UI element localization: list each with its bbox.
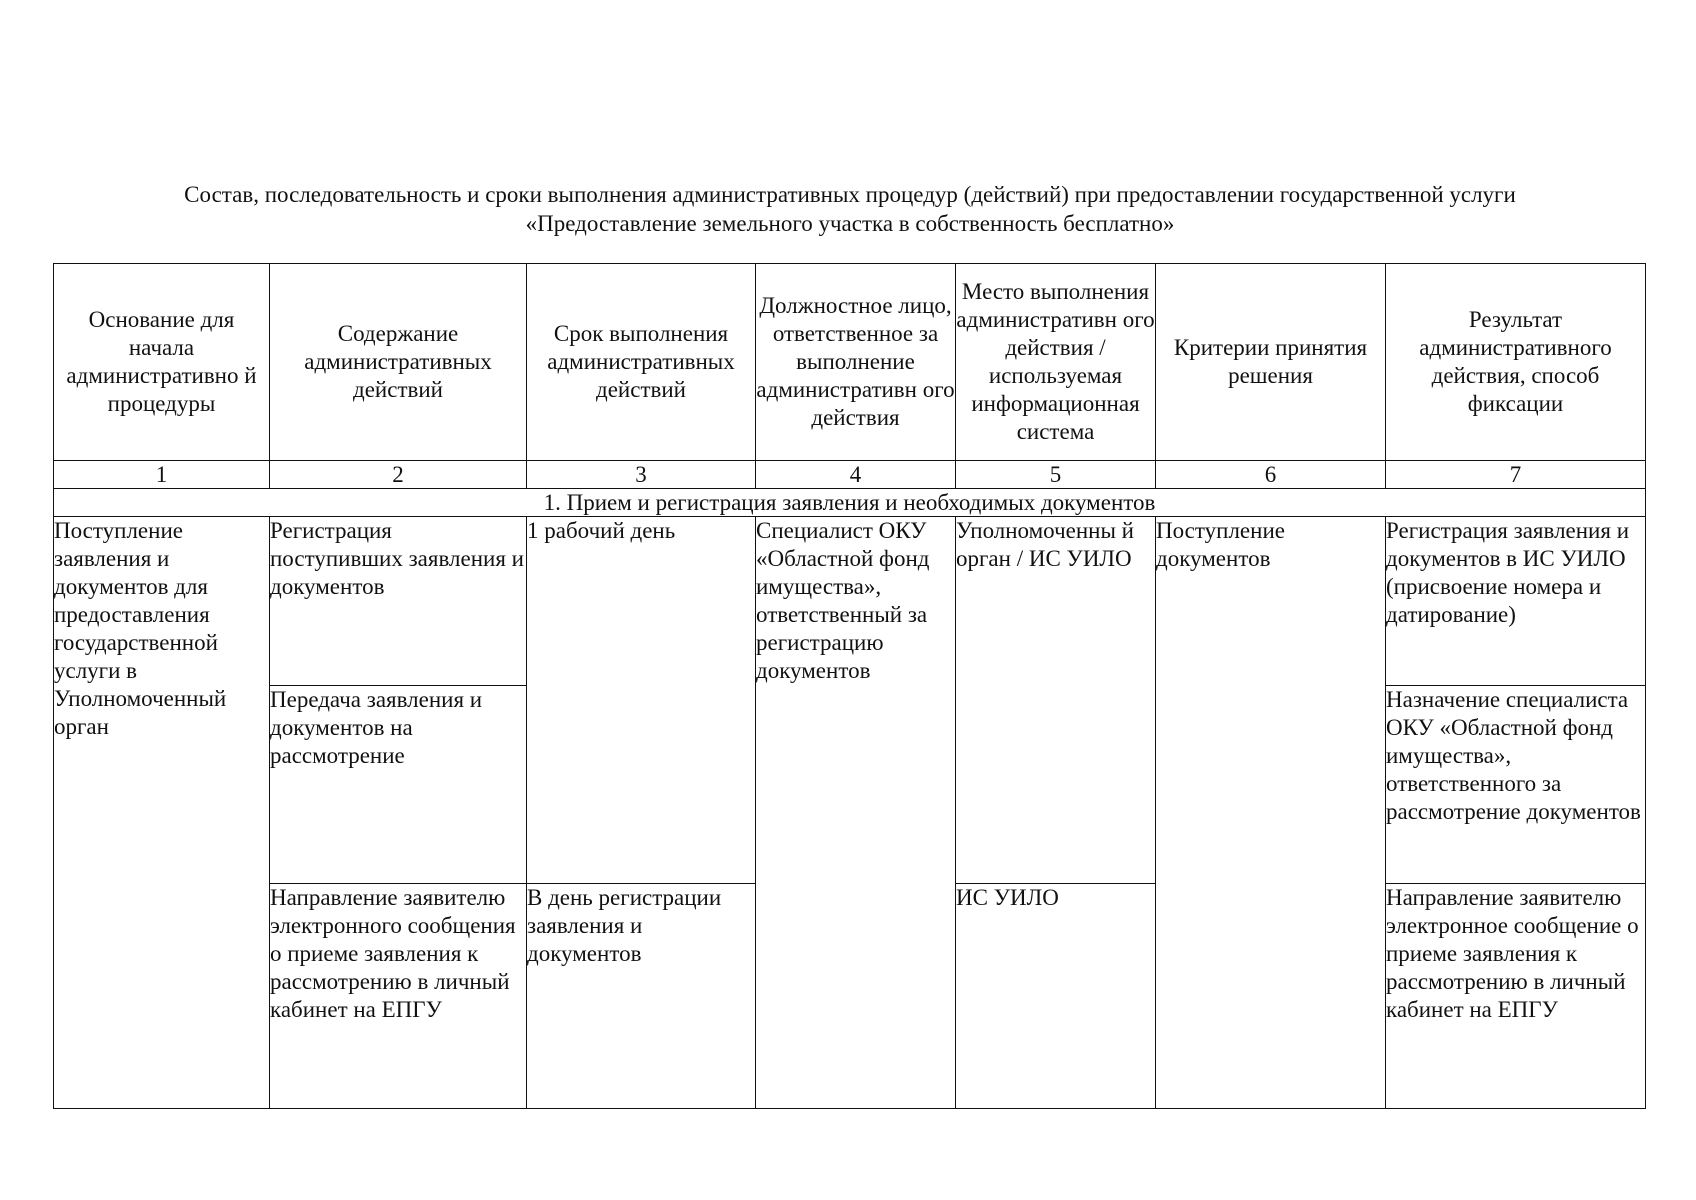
place-cell: ИС УИЛО — [956, 884, 1156, 1109]
column-number: 7 — [1386, 461, 1646, 489]
document-title — [0, 180, 1696, 238]
basis-cell: Поступление заявления и документов для предоставления государственной услуги в Уполномоченный орган — [54, 517, 270, 1109]
column-number-row — [54, 461, 1646, 489]
header-actions-term: Срок выполнения административных действий — [527, 264, 756, 461]
action-cell: Направление заявителю электронного сообщения о приеме заявления к рассмотрению в личный кабинет на ЕПГУ — [270, 884, 527, 1109]
place-cell: Уполномоченны й орган / ИС УИЛО — [956, 517, 1156, 884]
document-title-line-2: «Предоставление земельного участка в собственность бесплатно» — [525, 211, 1175, 236]
header-place-system: Место выполнения административн ого действия / используемая информационная система — [956, 264, 1156, 461]
section-title: 1. Прием и регистрация заявления и необходимых документов — [54, 489, 1646, 517]
header-result: Результат административного действия, способ фиксации — [1386, 264, 1646, 461]
header-official: Должностное лицо, ответственное за выполнение административн ого действия — [756, 264, 956, 461]
column-number: 5 — [956, 461, 1156, 489]
document-title-line-1: Состав, последовательность и сроки выполнения административных процедур (действий) при предоставлении государственной услуги — [184, 182, 1516, 207]
section-row — [54, 489, 1646, 517]
column-number: 6 — [1156, 461, 1386, 489]
table-row — [54, 517, 1646, 686]
term-cell: 1 рабочий день — [527, 517, 756, 884]
procedures-table — [53, 263, 1646, 1109]
header-criteria: Критерии принятия решения — [1156, 264, 1386, 461]
official-cell: Специалист ОКУ «Областной фонд имущества», ответственный за регистрацию документов — [756, 517, 956, 1109]
criteria-cell: Поступление документов — [1156, 517, 1386, 1109]
result-cell: Направление заявителю электронное сообщение о приеме заявления к рассмотрению в личный кабинет на ЕПГУ — [1386, 884, 1646, 1109]
header-actions-content: Содержание административных действий — [270, 264, 527, 461]
header-basis: Основание для начала административно й процедуры — [54, 264, 270, 461]
column-number: 3 — [527, 461, 756, 489]
column-number: 1 — [54, 461, 270, 489]
table-header-row — [54, 264, 1646, 461]
column-number: 2 — [270, 461, 527, 489]
action-cell: Регистрация поступивших заявления и документов — [270, 517, 527, 686]
result-cell: Назначение специалиста ОКУ «Областной фонд имущества», ответственного за рассмотрение документов — [1386, 686, 1646, 884]
action-cell: Передача заявления и документов на рассмотрение — [270, 686, 527, 884]
term-cell: В день регистрации заявления и документов — [527, 884, 756, 1109]
column-number: 4 — [756, 461, 956, 489]
result-cell: Регистрация заявления и документов в ИС УИЛО (присвоение номера и датирование) — [1386, 517, 1646, 686]
